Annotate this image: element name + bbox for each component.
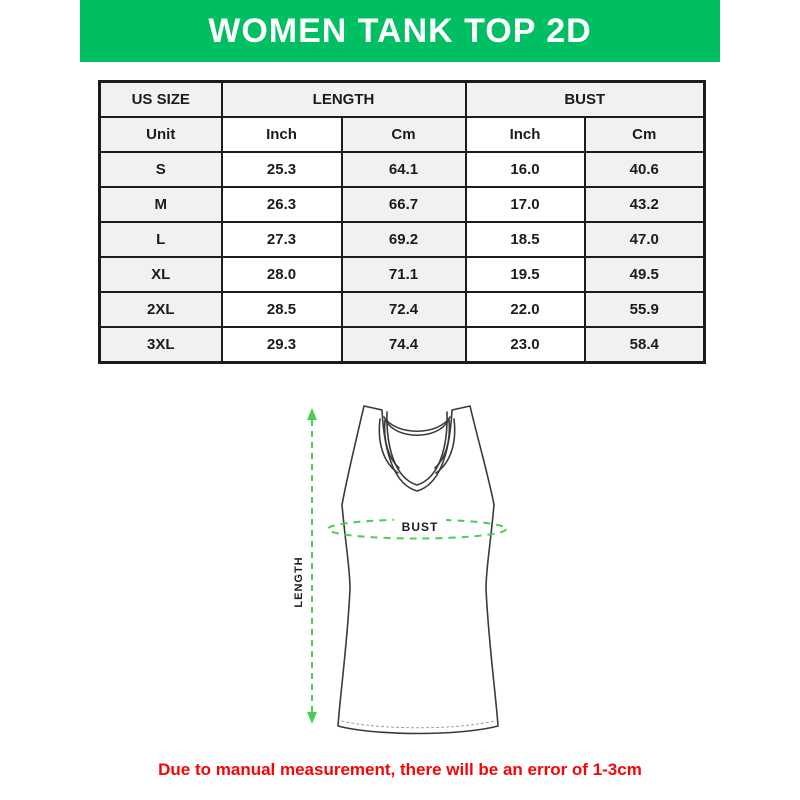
unit-header-row (100, 117, 705, 152)
bust-cm-cell: 40.6 (585, 152, 705, 187)
size-chart-table (98, 80, 706, 364)
bust-cm-cell: 43.2 (585, 187, 705, 222)
header-bust-inch: Inch (466, 117, 585, 152)
bust-inch-cell: 17.0 (466, 187, 585, 222)
header-length-cm: Cm (342, 117, 466, 152)
size-cell: L (100, 222, 222, 257)
length-inch-cell: 28.5 (222, 292, 342, 327)
length-inch-cell: 25.3 (222, 152, 342, 187)
length-inch-cell: 29.3 (222, 327, 342, 363)
length-cm-cell: 64.1 (342, 152, 466, 187)
length-arrow-up-icon (307, 408, 317, 420)
table-row-3xl (100, 327, 705, 363)
tank-top-measurement-diagram (280, 400, 530, 748)
header-unit: Unit (100, 117, 222, 152)
size-chart-table-container (98, 80, 703, 364)
group-header-row (100, 82, 705, 118)
length-label: LENGTH (293, 556, 305, 608)
header-length: LENGTH (222, 82, 466, 118)
racerback-neck-binding (386, 421, 448, 435)
bust-inch-cell: 23.0 (466, 327, 585, 363)
bust-label: BUST (401, 520, 439, 534)
table-row-m (100, 187, 705, 222)
bust-cm-cell: 55.9 (585, 292, 705, 327)
tank-top-drawing (338, 406, 498, 734)
bust-cm-cell: 47.0 (585, 222, 705, 257)
length-cm-cell: 69.2 (342, 222, 466, 257)
length-inch-cell: 26.3 (222, 187, 342, 222)
header-us-size: US SIZE (100, 82, 222, 118)
tank-top-silhouette (338, 406, 498, 734)
title-banner (80, 0, 720, 62)
header-length-inch: Inch (222, 117, 342, 152)
length-cm-cell: 72.4 (342, 292, 466, 327)
length-inch-cell: 28.0 (222, 257, 342, 292)
length-cm-cell: 71.1 (342, 257, 466, 292)
table-row-2xl (100, 292, 705, 327)
footnote: Due to manual measurement, there will be an error of 1-3cm (158, 760, 642, 779)
table-row-xl (100, 257, 705, 292)
size-cell: 3XL (100, 327, 222, 363)
length-cm-cell: 74.4 (342, 327, 466, 363)
table-row-s (100, 152, 705, 187)
bust-inch-cell: 16.0 (466, 152, 585, 187)
page-title: WOMEN TANK TOP 2D (208, 12, 592, 50)
size-cell: S (100, 152, 222, 187)
bust-inch-cell: 22.0 (466, 292, 585, 327)
size-cell: XL (100, 257, 222, 292)
length-cm-cell: 66.7 (342, 187, 466, 222)
bust-cm-cell: 58.4 (585, 327, 705, 363)
size-cell: M (100, 187, 222, 222)
length-arrow-down-icon (307, 712, 317, 724)
header-bust-cm: Cm (585, 117, 705, 152)
bust-inch-cell: 19.5 (466, 257, 585, 292)
bust-cm-cell: 49.5 (585, 257, 705, 292)
bust-inch-cell: 18.5 (466, 222, 585, 257)
table-row-l (100, 222, 705, 257)
header-bust: BUST (466, 82, 705, 118)
size-cell: 2XL (100, 292, 222, 327)
length-inch-cell: 27.3 (222, 222, 342, 257)
